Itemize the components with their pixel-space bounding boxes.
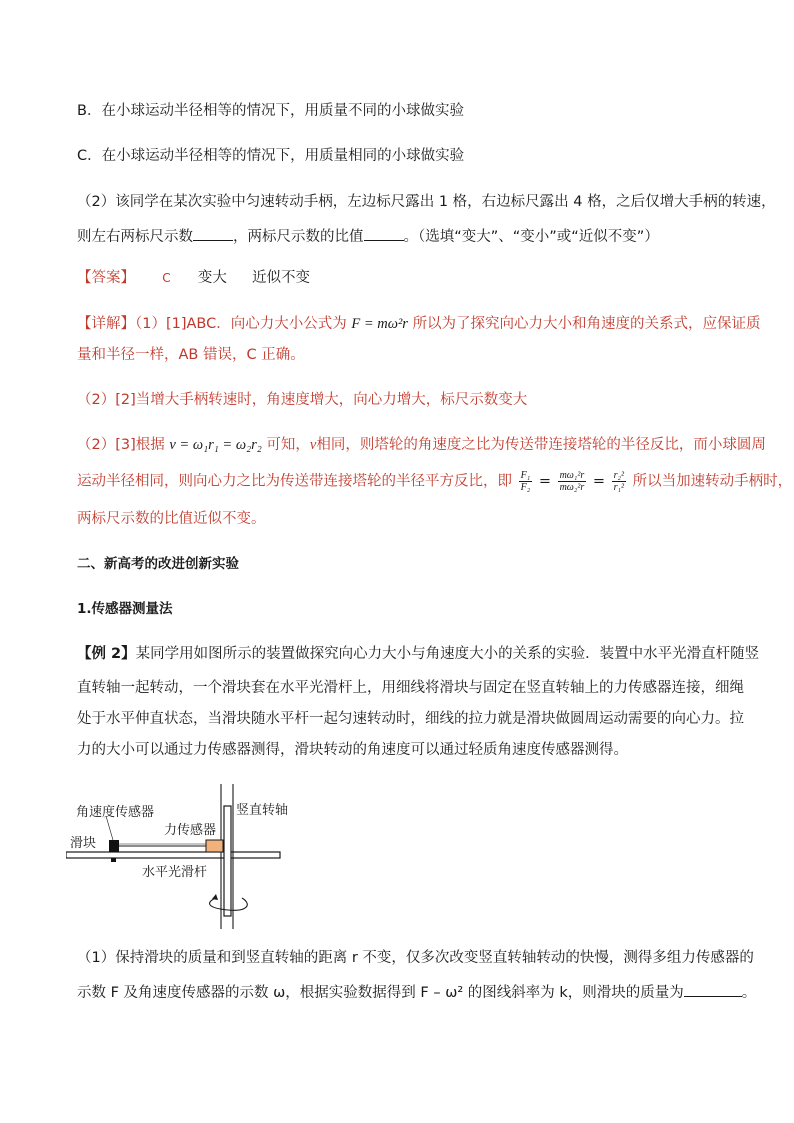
fraction-omega-ratio: $\frac{\text{mω₁²r}}{\text{mω₂²r}}$ bbox=[559, 470, 585, 493]
label-angular-sensor: 角速度传感器 bbox=[76, 805, 155, 820]
question-1-line-1: （1）保持滑块的质量和到竖直转轴的距离 r 不变，仅多次改变竖直转轴转动的快慢，测得多组力传感器的 bbox=[77, 950, 754, 966]
question-1-line-2: 示数 F 及角速度传感器的示数 ω，根据实验数据得到 F – ω² 的图线斜率为 k，则滑块的质量为 。 bbox=[77, 982, 756, 1003]
formula-velocity: v = ω₁r₁ = ω₂r₂ bbox=[169, 437, 262, 453]
example-label: 【例 2】 bbox=[77, 646, 136, 662]
label-slider: 滑块 bbox=[70, 836, 97, 851]
force-sensor-block bbox=[206, 840, 223, 852]
answer-line bbox=[77, 268, 310, 288]
example-line-2: 直转轴一起转动，一个滑块套在水平光滑杆上，用细线将滑块与固定在竖直转轴上的力传感器连接，细绳 bbox=[77, 680, 744, 696]
question-2-line-1: （2）该同学在某次实验中匀速转动手柄，左边标尺露出 1 格，右边标尺露出 4 格，之后仅增大手柄的转速， bbox=[77, 194, 776, 210]
detail-p1-line-2: 量和半径一样，AB 错误，C 正确。 bbox=[77, 347, 305, 363]
section-subheading: 1.传感器测量法 bbox=[77, 601, 173, 617]
horizontal-rod bbox=[66, 852, 280, 858]
section-heading: 二、新高考的改进创新实验 bbox=[77, 556, 239, 572]
detail-p1-line-1: 【详解】（1）[1]ABC．向心力大小公式为 F = mω²r 所以为了探究向心力大小和角速度的关系式，应保证质 bbox=[77, 316, 761, 332]
answer-blank-1 bbox=[193, 226, 233, 241]
answer-label: 【答案】 bbox=[77, 270, 135, 286]
detail-label: 【详解】 bbox=[77, 316, 135, 332]
detail-p3-line-3: 两标尺示数的比值近似不变。 bbox=[77, 511, 266, 527]
question-2-line-2: 则左右两标尺示数 ，两标尺示数的比值 。（选填“变大”、“变小”或“近似不变”） bbox=[77, 226, 659, 247]
answer-1: C bbox=[162, 271, 171, 285]
option-c: C．在小球运动半径相等的情况下，用质量相同的小球做实验 bbox=[77, 148, 465, 164]
example-line-3: 处于水平伸直状态，当滑块随水平杆一起匀速转动时，细线的拉力就是滑块做圆周运动需要的向心力。拉 bbox=[77, 711, 744, 727]
slider-block bbox=[109, 840, 119, 852]
angular-sensor-block bbox=[111, 858, 116, 862]
option-b: B．在小球运动半径相等的情况下，用质量不同的小球做实验 bbox=[77, 103, 464, 119]
label-vertical-axis: 竖直转轴 bbox=[236, 803, 289, 818]
fraction-force-ratio: $\frac{\text{F₁}}{\text{F₂}}$ bbox=[520, 470, 531, 493]
answer-3: 近似不变 bbox=[252, 270, 311, 286]
formula-centripetal: F = mω²r bbox=[351, 316, 408, 332]
answer-blank-mass bbox=[684, 982, 742, 997]
label-force-sensor: 力传感器 bbox=[164, 823, 217, 838]
answer-blank-2 bbox=[364, 226, 404, 241]
example-line-4: 力的大小可以通过力传感器测得，滑块转动的角速度可以通过轻质角速度传感器测得。 bbox=[77, 742, 628, 758]
label-rod: 水平光滑杆 bbox=[142, 865, 208, 880]
detail-p2: （2）[2]当增大手柄转速时，角速度增大，向心力增大，标尺示数变大 bbox=[77, 392, 528, 408]
fraction-radius-ratio: $\frac{\text{r₂²}}{\text{r₁²}}$ bbox=[613, 470, 624, 493]
detail-p3-line-1: （2）[3]根据 v = ω₁r₁ = ω₂r₂ 可知，v相同，则塔轮的角速度之比为传送带连接塔轮的半径反比，而小球圆周 bbox=[77, 437, 766, 453]
detail-p3-line-2: 运动半径相同，则向心力之比为传送带连接塔轮的半径平方反比，即 $\frac{\text{F₁}}{\text{F₂}}$ = $\frac{\text{mω₁²r}}{\text{mω₂²r}}$ = $\frac{\text{r₂²}}{\text{r₁²}}$ 所以当加速转动手柄时， bbox=[77, 470, 793, 493]
vertical-axis bbox=[224, 806, 231, 916]
example-line-1: 【例 2】某同学用如图所示的装置做探究向心力大小与角速度大小的关系的实验．装置中水平光滑直杆随竖 bbox=[77, 646, 760, 662]
apparatus-figure bbox=[66, 784, 306, 929]
answer-2: 变大 bbox=[197, 270, 227, 286]
